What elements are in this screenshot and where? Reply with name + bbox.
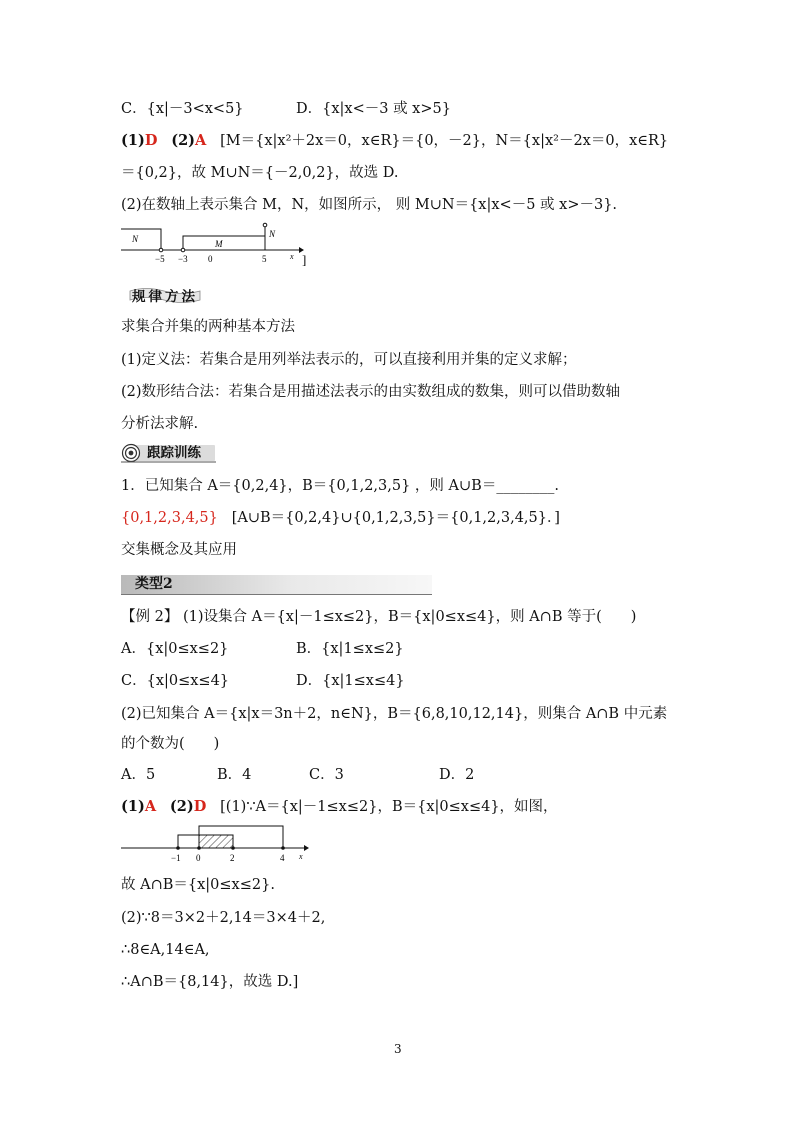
answer-explanation: [M＝{x|x²＋2x＝0，x∈R}＝{0，－2}，N＝{x|x²－2x＝0，x∈R} <box>220 133 669 149</box>
tick-label: −1 <box>171 853 181 863</box>
option-b: B．4 <box>217 767 252 783</box>
set-label-n: N <box>269 229 276 239</box>
method-1: (1)定义法：若集合是用列举法表示的，可以直接利用并集的定义求解； <box>121 352 577 368</box>
method-2: (2)数形结合法：若集合是用描述法表示的由实数组成的数集，则可以借助数轴 <box>121 384 621 400</box>
tick-label: 5 <box>262 254 267 264</box>
tick-label: 4 <box>280 853 285 863</box>
solution-line: ∴A∩B＝{8,14}，故选 D.] <box>121 974 299 990</box>
set-label-n: N <box>132 234 139 244</box>
method-badge-label: 规律方法 <box>132 289 198 305</box>
answer-line-ex2 <box>121 797 558 817</box>
answer-value: A <box>144 798 157 815</box>
example-2-q2: (2)已知集合 A＝{x|x＝3n＋2，n∈N}，B＝{6,8,10,12,14}，则集合 A∩B 中元素 <box>121 706 668 722</box>
practice-badge <box>121 443 216 463</box>
page-number: 3 <box>394 1042 402 1056</box>
answer-explanation: [(1)∵A＝{x|－1≤x≤2}，B＝{x|0≤x≤4}，如图， <box>220 799 558 815</box>
answer-value: A <box>195 132 207 149</box>
tick-label: 0 <box>208 254 213 264</box>
option-d: D．2 <box>439 767 475 783</box>
answer-line-1 <box>121 131 668 151</box>
option-c: C．3 <box>309 767 344 783</box>
answer-value: {0,1,2,3,4,5} <box>121 510 218 526</box>
type-2-label: 类型2 <box>135 576 173 592</box>
axis-label: x <box>299 852 303 861</box>
axis-label: x <box>290 252 294 261</box>
closing-bracket: ] <box>302 252 307 267</box>
option-a: A．{x|0≤x≤2} <box>121 641 229 657</box>
answer-value: D <box>144 132 158 149</box>
option-a: A．5 <box>121 767 156 783</box>
answer-explanation: [A∪B＝{0,2,4}∪{0,1,2,3,5}＝{0,1,2,3,4,5}．] <box>231 510 560 526</box>
answer-label: (1) <box>121 132 145 149</box>
number-line-2 <box>121 822 321 866</box>
number-line-1 <box>121 218 321 268</box>
option-c: C．{x|0≤x≤4} <box>121 673 230 689</box>
tick-label: 2 <box>230 853 235 863</box>
option-d: D．{x|1≤x≤4} <box>296 673 405 689</box>
exercise-1: 1．已知集合 A＝{0,2,4}，B＝{0,1,2,3,5} ，则 A∪B＝________. <box>121 478 559 494</box>
section-heading: 交集概念及其应用 <box>121 542 237 558</box>
answer-label: (1) <box>121 798 145 815</box>
exercise-1-answer <box>121 508 560 528</box>
method-2-cont: 分析法求解. <box>121 416 199 432</box>
solution-line: 故 A∩B＝{x|0≤x≤2}. <box>121 877 275 893</box>
option-b: B．{x|1≤x≤2} <box>296 641 404 657</box>
solution-line: ∴8∈A,14∈A, <box>121 942 210 958</box>
answer-label: (2) <box>171 132 196 149</box>
option-c: C．{x|－3<x<5} <box>121 101 244 117</box>
answer-value: D <box>193 798 207 815</box>
method-title: 求集合并集的两种基本方法 <box>121 319 295 335</box>
tick-label: 0 <box>196 853 201 863</box>
example-2-q2-cont: 的个数为( ) <box>121 736 220 752</box>
type-2-header <box>121 575 432 594</box>
method-badge <box>132 285 198 305</box>
solution-line: (2)∵8＝3×2＋2,14＝3×4＋2, <box>121 910 326 926</box>
option-d: D．{x|x<－3 或 x>5} <box>296 101 451 117</box>
answer-line-3: (2)在数轴上表示集合 M，N，如图所示， 则 M∪N＝{x|x<－5 或 x>－3}. <box>121 197 618 213</box>
practice-badge-label: 跟踪训练 <box>147 445 201 461</box>
answer-label: (2) <box>169 798 194 815</box>
answer-line-2: ＝{0,2}，故 M∪N＝{－2,0,2}，故选 D. <box>121 165 399 181</box>
tick-label: −3 <box>178 254 188 264</box>
example-2-q1: 【例 2】 (1)设集合 A＝{x|－1≤x≤2}，B＝{x|0≤x≤4}，则 A∩B 等于( ) <box>121 609 637 625</box>
tick-label: −5 <box>155 254 165 264</box>
set-label-m: M <box>215 239 223 249</box>
